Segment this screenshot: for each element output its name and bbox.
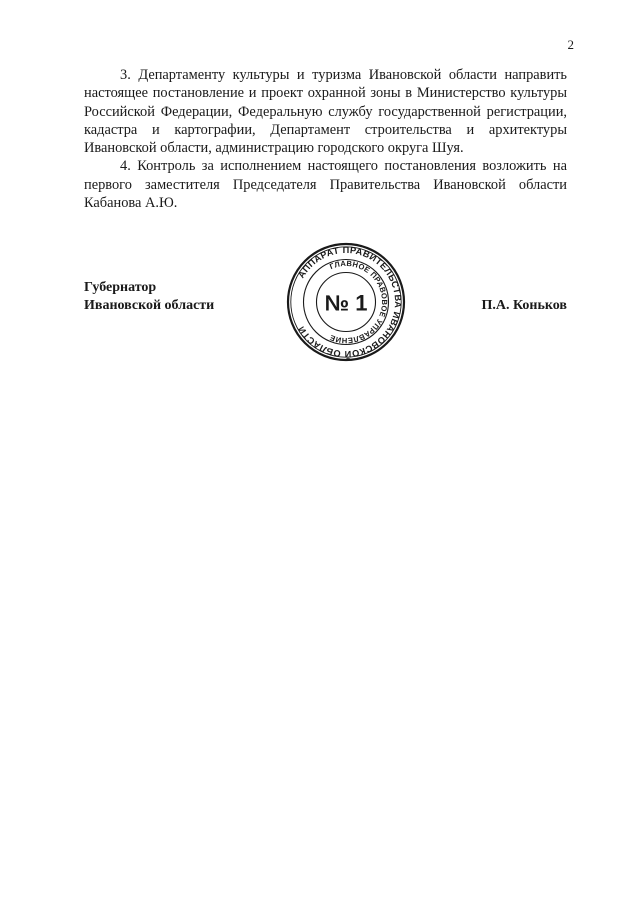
paragraph-4: 4. Контроль за исполнением настоящего постановления возложить на первого заместителя Председателя Правительства Ивановской области Кабанова А.Ю. bbox=[84, 158, 567, 212]
page-number: 2 bbox=[567, 37, 574, 52]
signatory-name: П.А. Коньков bbox=[481, 298, 567, 313]
signatory-title-line2: Ивановской области bbox=[84, 298, 215, 313]
signatory-title-line1: Губернатор bbox=[84, 280, 157, 295]
document-body bbox=[84, 66, 567, 212]
official-seal bbox=[286, 242, 406, 362]
seal-graphic bbox=[286, 242, 406, 362]
paragraph-3: 3. Департаменту культуры и туризма Ивановской области направить настоящее постановление и проект охранной зоны в Министерство культуры Российской Федерации, Федеральную службу государственной регистрации, кадастра и картографии, Департамент строительства и архитектуры Ивановской области, администрацию городского округа Шуя. bbox=[84, 67, 567, 157]
seal-inner-text: ГЛАВНОЕ ПРАВОВОЕ УПРАВЛЕНИЕ bbox=[328, 258, 390, 346]
signatory-title bbox=[84, 279, 214, 315]
seal-center-number: № 1 bbox=[324, 290, 368, 316]
seal-outer-text: АППАРАТ ПРАВИТЕЛЬСТВА ИВАНОВСКОЙ ОБЛАСТИ bbox=[295, 244, 404, 360]
signature-block bbox=[84, 244, 567, 365]
